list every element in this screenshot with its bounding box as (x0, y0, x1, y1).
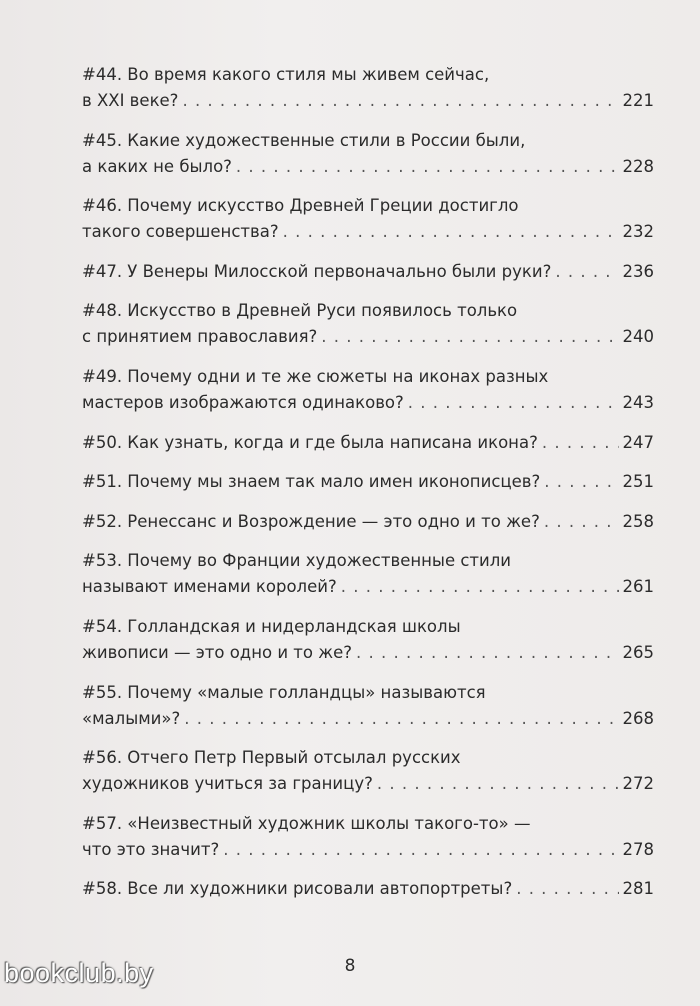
toc-entry-title-line1: #55. Почему «малые голландцы» называются (82, 682, 486, 702)
page-number: 8 (344, 956, 356, 976)
toc-entry (82, 811, 654, 863)
toc-entry-page: 268 (622, 708, 654, 728)
toc-entry-title-line2: а каких не было? (82, 156, 232, 176)
dot-leader (341, 574, 619, 600)
toc-entry-title-line2: что это значит? (82, 839, 220, 859)
toc-entry (82, 128, 654, 180)
dot-leader (544, 469, 618, 495)
dot-leader (542, 430, 619, 456)
toc-entry-page: 258 (622, 511, 654, 531)
toc-entry-title-line1: #54. Голландская и нидерландская школы (82, 616, 461, 636)
toc-entry-title-line2: называют именами королей? (82, 577, 337, 597)
dot-leader (408, 390, 619, 416)
dot-leader (283, 219, 619, 245)
toc-entry-page: 251 (622, 472, 654, 492)
watermark: bookclub.by (4, 958, 154, 988)
toc-entry-page: 221 (622, 91, 654, 110)
toc-entry-page: 247 (622, 432, 654, 452)
toc-entry-title-line1: #51. Почему мы знаем так мало имен иконописцев? (82, 472, 541, 492)
toc-entry-title-line2: с принятием православия? (82, 327, 318, 347)
toc-entry (82, 509, 654, 535)
dot-leader (223, 837, 618, 863)
toc-entry (82, 614, 654, 666)
toc-entry (82, 364, 654, 416)
toc-entry-page: 281 (622, 879, 654, 899)
dot-leader (184, 706, 618, 732)
toc-entry-title-line2: в XXI веке? (82, 91, 179, 110)
toc-entry (82, 745, 654, 797)
toc-entry-title-line2: художников учиться за границу? (82, 774, 373, 794)
toc-entry-title-line1: #57. «Неизвестный художник школы такого-то» — (82, 813, 531, 833)
toc-entry (82, 430, 654, 456)
toc-entry-page: 236 (622, 261, 654, 281)
toc-entry-title-line2: «малыми»? (82, 708, 181, 728)
toc-entry-title-line2: мастеров изображаются одинаково? (82, 392, 404, 412)
toc-entry-title-line1: #44. Во время какого стиля мы живем сейчас, (82, 65, 490, 84)
toc-entry-page: 278 (622, 839, 654, 859)
toc-entry (82, 298, 654, 350)
toc-entry-page: 232 (622, 222, 654, 242)
toc-entry-title-line1: #48. Искусство в Древней Руси появилось только (82, 301, 518, 321)
toc-entry-page: 261 (622, 577, 654, 597)
toc-entry-title-line1: #50. Как узнать, когда и где была написана икона? (82, 432, 538, 452)
dot-leader (321, 324, 618, 350)
dot-leader (555, 259, 618, 285)
toc-entry-title-line1: #45. Какие художественные стили в России были, (82, 130, 526, 150)
toc-entry (82, 62, 654, 114)
toc-entry-title-line1: #53. Почему во Франции художественные стили (82, 551, 512, 571)
toc-entry-title-line2: живописи — это одно и то же? (82, 642, 353, 662)
toc-entry-title-line1: #49. Почему одни и те же сюжеты на иконах разных (82, 366, 549, 386)
toc-entry-title-line2: такого совершенства? (82, 222, 279, 242)
toc-entry-page: 265 (622, 642, 654, 662)
toc-entry (82, 548, 654, 600)
toc-entry (82, 193, 654, 245)
toc-entry-page: 243 (622, 392, 654, 412)
toc-entry-title-line1: #46. Почему искусство Древней Греции достигло (82, 196, 519, 216)
toc-entry-page: 240 (622, 327, 654, 347)
toc-entry-title-line1: #58. Все ли художники рисовали автопортреты? (82, 879, 513, 899)
dot-leader (182, 88, 618, 114)
toc-entry (82, 469, 654, 495)
toc-entry-title-line1: #47. У Венеры Милосской первоначально были руки? (82, 261, 552, 281)
dot-leader (544, 509, 619, 535)
dot-leader (516, 876, 618, 902)
toc-entry (82, 680, 654, 732)
toc-entry-page: 228 (622, 156, 654, 176)
toc-entry (82, 876, 654, 902)
dot-leader (356, 640, 618, 666)
toc-entry-title-line1: #52. Ренессанс и Возрождение — это одно и то же? (82, 511, 540, 531)
dot-leader (377, 771, 619, 797)
toc-entry (82, 259, 654, 285)
toc-entry-title-line1: #56. Отчего Петр Первый отсылал русских (82, 748, 461, 768)
dot-leader (236, 154, 619, 180)
toc-entry-page: 272 (622, 774, 654, 794)
table-of-contents (82, 62, 654, 916)
